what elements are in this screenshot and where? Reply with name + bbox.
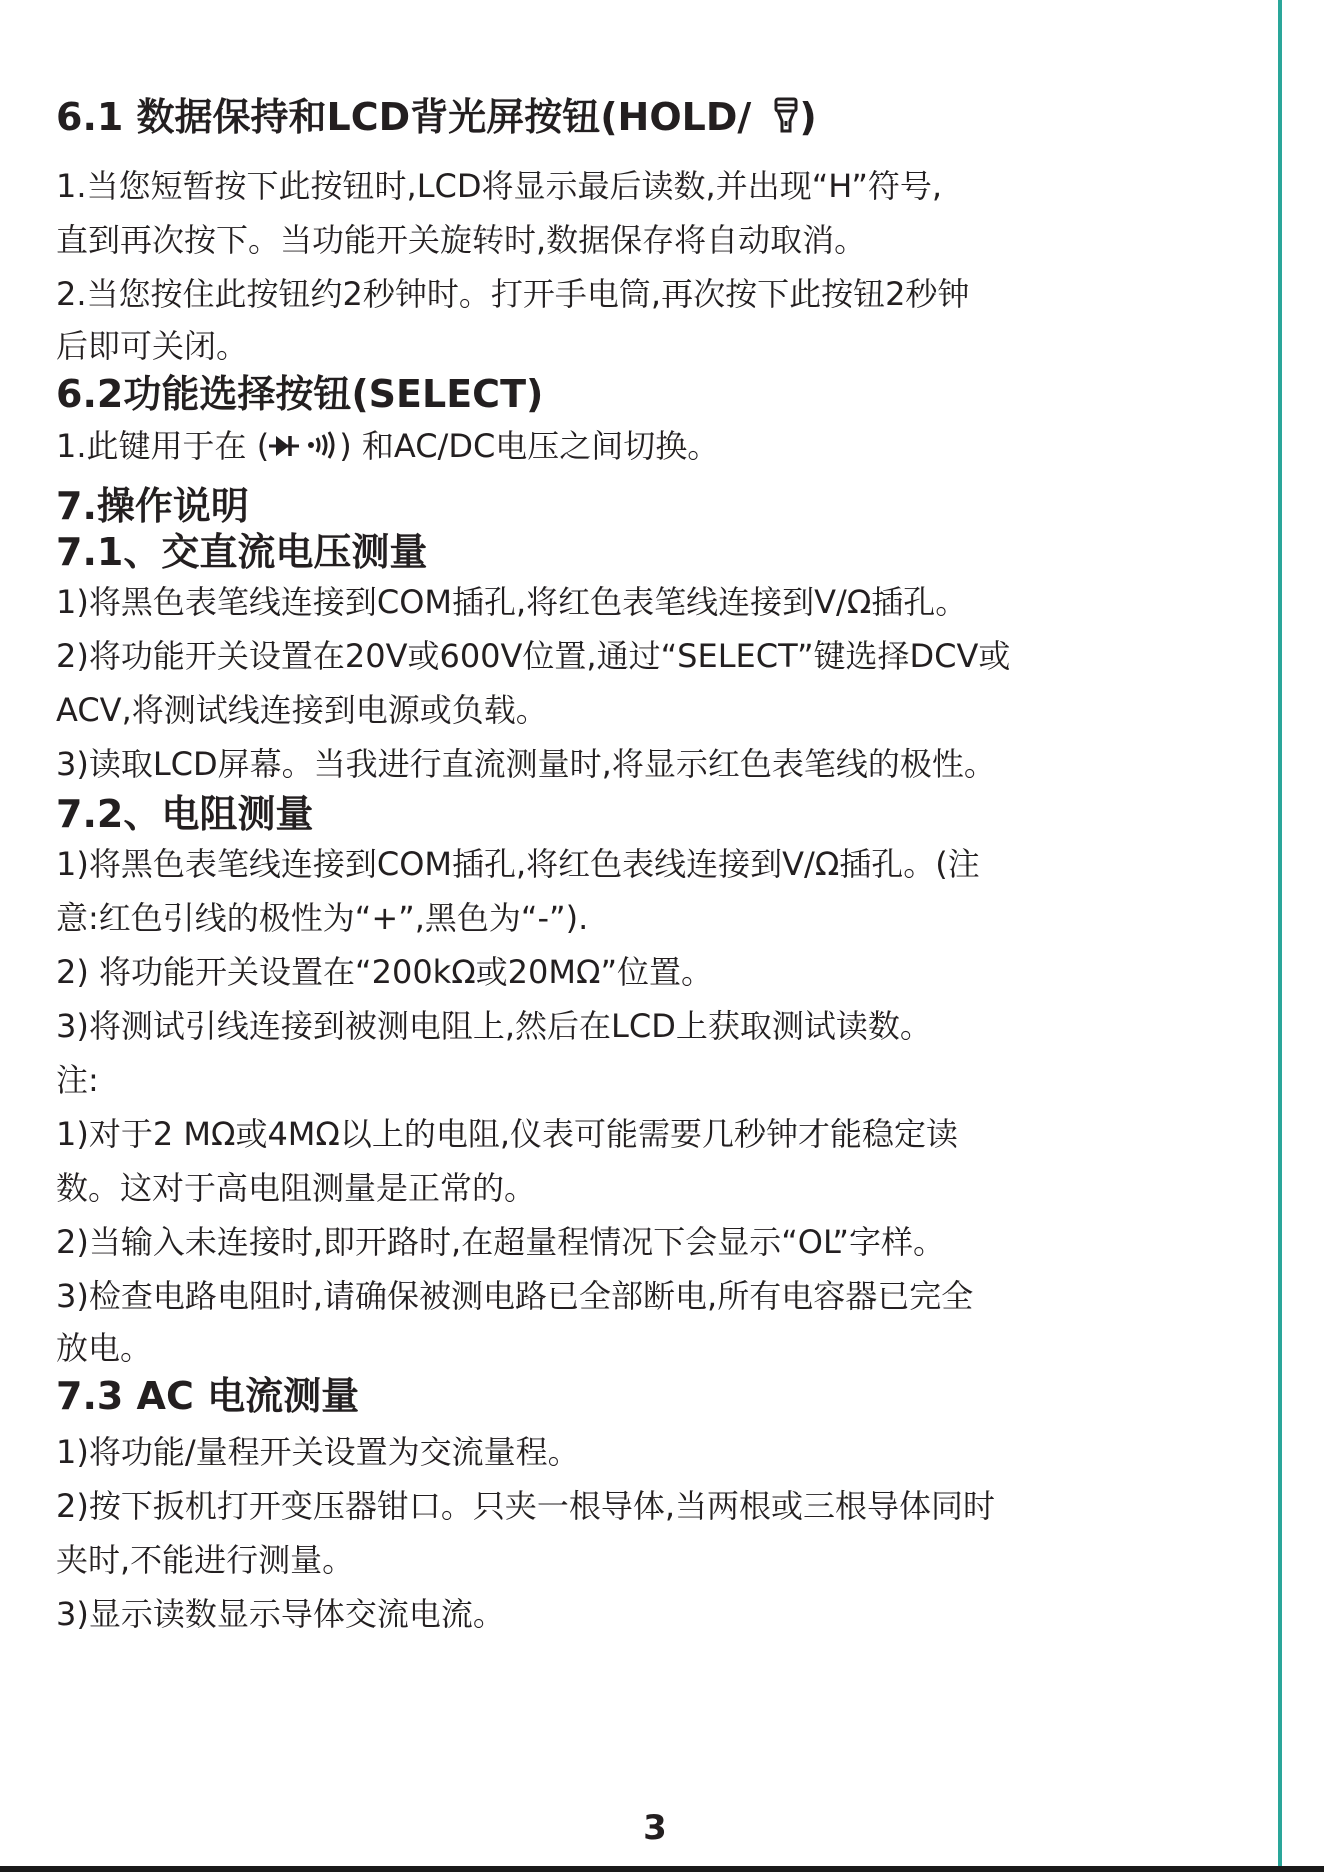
text-line: 1)将黑色表笔线连接到COM插孔,将红色表笔线连接到V/Ω插孔。 bbox=[56, 582, 968, 621]
section-6-1-body bbox=[56, 159, 1216, 371]
text-line: 1)将功能/量程开关设置为交流量程。 bbox=[56, 1432, 580, 1471]
section-6-2-line bbox=[56, 417, 1216, 477]
text-line: 2) 将功能开关设置在“200kΩ或20MΩ”位置。 bbox=[56, 952, 714, 991]
section-6-1-title: 6.1 数据保持和LCD背光屏按钮(HOLD/ bbox=[56, 95, 752, 139]
flashlight-icon bbox=[773, 91, 799, 149]
section-7-1-heading: 7.1、交直流电压测量 bbox=[56, 529, 428, 574]
text-line: 直到再次按下。当功能开关旋转时,数据保存将自动取消。 bbox=[56, 220, 867, 259]
section-7-2-heading: 7.2、电阻测量 bbox=[56, 791, 314, 836]
section-7-3-body bbox=[56, 1425, 1216, 1641]
section-7-2-body bbox=[56, 837, 1216, 1373]
text-line: 2)按下扳机打开变压器钳口。只夹一根导体,当两根或三根导体同时 bbox=[56, 1486, 996, 1525]
text-line: 意:红色引线的极性为“+”,黑色为“-”). bbox=[56, 898, 589, 937]
text-line: 3)将测试引线连接到被测电阻上,然后在LCD上获取测试读数。 bbox=[56, 1006, 932, 1045]
page-number: 3 bbox=[643, 1808, 667, 1848]
text-segment: ) 和AC/DC电压之间切换。 bbox=[339, 426, 720, 465]
diode-icon bbox=[269, 419, 299, 477]
section-7-3-heading: 7.3 AC 电流测量 bbox=[56, 1373, 360, 1418]
note-label: 注: bbox=[56, 1060, 99, 1099]
page-bottom-rule bbox=[0, 1866, 1324, 1872]
page-content bbox=[56, 88, 1216, 1641]
text-line: 3)读取LCD屏幕。当我进行直流测量时,将显示红色表笔线的极性。 bbox=[56, 744, 996, 783]
text-line: 2)将功能开关设置在20V或600V位置,通过“SELECT”键选择DCV或 bbox=[56, 636, 1011, 675]
text-line: 放电。 bbox=[56, 1328, 153, 1367]
text-line: 夹时,不能进行测量。 bbox=[56, 1540, 355, 1579]
text-line: 后即可关闭。 bbox=[56, 326, 249, 365]
section-6-1-heading bbox=[56, 88, 1216, 149]
text-line: 3)显示读数显示导体交流电流。 bbox=[56, 1594, 505, 1633]
text-line: 1.当您短暂按下此按钮时,LCD将显示最后读数,并出现“H”符号, bbox=[56, 166, 943, 205]
text-line: 2)当输入未连接时,即开路时,在超量程情况下会显示“OL”字样。 bbox=[56, 1222, 945, 1261]
text-line: 1)对于2 MΩ或4MΩ以上的电阻,仪表可能需要几秒钟才能稳定读 bbox=[56, 1114, 959, 1153]
text-line: ACV,将测试线连接到电源或负载。 bbox=[56, 690, 548, 729]
section-7-1-body bbox=[56, 575, 1216, 791]
section-7-heading: 7.操作说明 bbox=[56, 483, 249, 528]
text-line: 数。这对于高电阻测量是正常的。 bbox=[56, 1168, 537, 1207]
page-edge-accent-line bbox=[1278, 0, 1282, 1872]
text-segment: 1.此键用于在 ( bbox=[56, 426, 270, 465]
text-line: 1)将黑色表笔线连接到COM插孔,将红色表线连接到V/Ω插孔。(注 bbox=[56, 844, 980, 883]
text-line: 3)检查电路电阻时,请确保被测电路已全部断电,所有电容器已完全 bbox=[56, 1276, 974, 1315]
section-6-1-title-end: ) bbox=[799, 95, 817, 139]
section-6-2-heading: 6.2功能选择按钮(SELECT) bbox=[56, 371, 544, 416]
text-line: 2.当您按住此按钮约2秒钟时。打开手电筒,再次按下此按钮2秒钟 bbox=[56, 274, 970, 313]
continuity-buzzer-icon bbox=[307, 419, 339, 477]
